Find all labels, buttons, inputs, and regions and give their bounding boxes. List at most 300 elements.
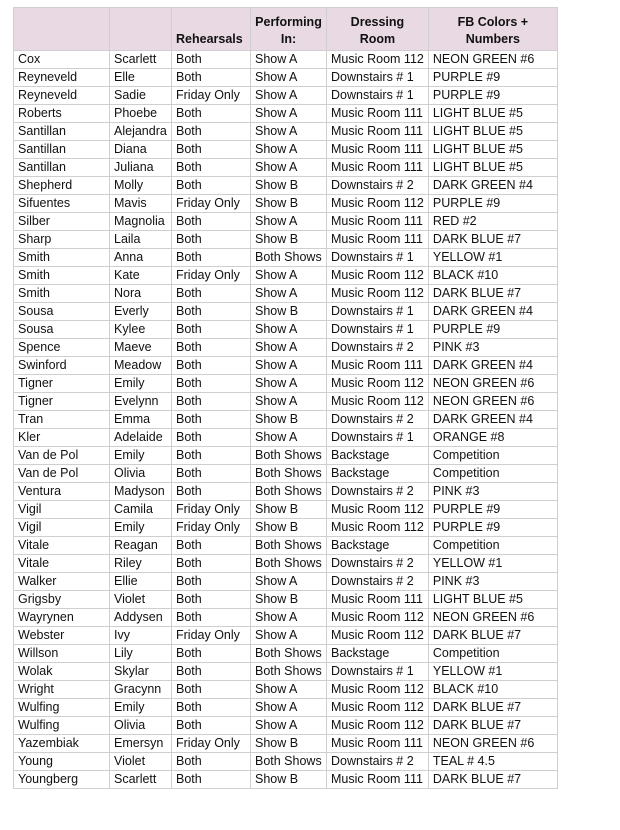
last-name-cell[interactable]: Smith [14,249,110,267]
last-name-cell[interactable]: Sharp [14,231,110,249]
performing-cell[interactable]: Show B [251,771,327,789]
rehearsals-cell[interactable]: Friday Only [172,735,251,753]
dressing-room-cell[interactable]: Music Room 111 [327,159,429,177]
fb-color-cell[interactable]: DARK BLUE #7 [428,627,557,645]
first-name-cell[interactable]: Maeve [110,339,172,357]
last-name-cell[interactable]: Smith [14,267,110,285]
dressing-room-cell[interactable]: Music Room 111 [327,141,429,159]
dressing-room-cell[interactable]: Music Room 112 [327,267,429,285]
fb-color-cell[interactable]: NEON GREEN #6 [428,393,557,411]
performing-cell[interactable]: Show B [251,411,327,429]
header-performing-line2: In: [280,32,297,46]
table-row [14,627,558,645]
performing-cell[interactable]: Both Shows [251,465,327,483]
dressing-room-cell[interactable]: Music Room 111 [327,591,429,609]
last-name-cell[interactable]: Santillan [14,123,110,141]
first-name-cell[interactable]: Emily [110,375,172,393]
dressing-room-cell[interactable]: Downstairs # 2 [327,483,429,501]
last-name-cell[interactable]: Spence [14,339,110,357]
fb-color-cell[interactable]: LIGHT BLUE #5 [428,159,557,177]
roster-table [13,7,558,789]
rehearsals-cell[interactable]: Both [172,123,251,141]
last-name-cell[interactable]: Sifuentes [14,195,110,213]
fb-color-cell[interactable]: DARK GREEN #4 [428,411,557,429]
fb-color-cell[interactable]: LIGHT BLUE #5 [428,141,557,159]
dressing-room-cell[interactable]: Downstairs # 2 [327,753,429,771]
first-name-cell[interactable]: Violet [110,591,172,609]
header-first-name[interactable] [110,8,172,51]
first-name-cell[interactable]: Olivia [110,465,172,483]
rehearsals-cell[interactable]: Both [172,717,251,735]
performing-cell[interactable]: Show A [251,429,327,447]
dressing-room-cell[interactable]: Downstairs # 1 [327,249,429,267]
dressing-room-cell[interactable]: Backstage [327,447,429,465]
last-name-cell[interactable]: Sousa [14,303,110,321]
first-name-cell[interactable]: Violet [110,753,172,771]
table-row [14,123,558,141]
performing-cell[interactable]: Both Shows [251,249,327,267]
fb-color-cell[interactable]: Competition [428,537,557,555]
table-row [14,339,558,357]
table-row [14,645,558,663]
fb-color-cell[interactable]: DARK BLUE #7 [428,285,557,303]
last-name-cell[interactable]: Cox [14,51,110,69]
table-row [14,411,558,429]
last-name-cell[interactable]: Youngberg [14,771,110,789]
performing-cell[interactable]: Show A [251,159,327,177]
dressing-room-cell[interactable]: Music Room 112 [327,393,429,411]
last-name-cell[interactable]: Vitale [14,555,110,573]
rehearsals-cell[interactable]: Both [172,231,251,249]
performing-cell[interactable]: Both Shows [251,663,327,681]
performing-cell[interactable]: Both Shows [251,645,327,663]
rehearsals-cell[interactable]: Both [172,771,251,789]
performing-cell[interactable]: Show A [251,321,327,339]
first-name-cell[interactable]: Kylee [110,321,172,339]
table-row [14,141,558,159]
dressing-room-cell[interactable]: Downstairs # 1 [327,663,429,681]
rehearsals-cell[interactable]: Both [172,141,251,159]
table-row [14,663,558,681]
last-name-cell[interactable]: Wulfing [14,717,110,735]
first-name-cell[interactable]: Emily [110,447,172,465]
dressing-room-cell[interactable]: Downstairs # 1 [327,429,429,447]
table-row [14,321,558,339]
table-row [14,375,558,393]
performing-cell[interactable]: Show B [251,231,327,249]
last-name-cell[interactable]: Vitale [14,537,110,555]
performing-cell[interactable]: Show A [251,681,327,699]
fb-color-cell[interactable]: DARK BLUE #7 [428,699,557,717]
rehearsals-cell[interactable]: Both [172,285,251,303]
header-rehearsals[interactable] [172,8,251,51]
dressing-room-cell[interactable]: Downstairs # 1 [327,303,429,321]
first-name-cell[interactable]: Emily [110,699,172,717]
rehearsals-cell[interactable]: Friday Only [172,501,251,519]
rehearsals-cell[interactable]: Both [172,555,251,573]
last-name-cell[interactable]: Grigsby [14,591,110,609]
dressing-room-cell[interactable]: Backstage [327,537,429,555]
fb-color-cell[interactable]: DARK GREEN #4 [428,177,557,195]
table-row [14,501,558,519]
fb-color-cell[interactable]: ORANGE #8 [428,429,557,447]
table-row [14,159,558,177]
dressing-room-cell[interactable]: Music Room 112 [327,609,429,627]
last-name-cell[interactable]: Silber [14,213,110,231]
table-row [14,357,558,375]
last-name-cell[interactable]: Van de Pol [14,447,110,465]
fb-color-cell[interactable]: PURPLE #9 [428,69,557,87]
first-name-cell[interactable]: Alejandra [110,123,172,141]
dressing-room-cell[interactable]: Music Room 111 [327,213,429,231]
table-row [14,213,558,231]
rehearsals-cell[interactable]: Friday Only [172,87,251,105]
rehearsals-cell[interactable]: Both [172,249,251,267]
fb-color-cell[interactable]: PINK #3 [428,573,557,591]
last-name-cell[interactable]: Wright [14,681,110,699]
rehearsals-cell[interactable]: Both [172,699,251,717]
dressing-room-cell[interactable]: Music Room 112 [327,627,429,645]
table-row [14,465,558,483]
last-name-cell[interactable]: Smith [14,285,110,303]
table-row [14,177,558,195]
first-name-cell[interactable]: Gracynn [110,681,172,699]
performing-cell[interactable]: Show A [251,141,327,159]
table-row [14,51,558,69]
dressing-room-cell[interactable]: Music Room 112 [327,51,429,69]
rehearsals-cell[interactable]: Both [172,663,251,681]
dressing-room-cell[interactable]: Music Room 112 [327,285,429,303]
fb-color-cell[interactable]: DARK GREEN #4 [428,303,557,321]
fb-color-cell[interactable]: DARK GREEN #4 [428,357,557,375]
performing-cell[interactable]: Show B [251,303,327,321]
last-name-cell[interactable]: Wolak [14,663,110,681]
rehearsals-cell[interactable]: Both [172,159,251,177]
header-rehearsals-text: Rehearsals [176,32,243,46]
performing-cell[interactable]: Both Shows [251,753,327,771]
header-last-name[interactable] [14,8,110,51]
fb-color-cell[interactable]: PURPLE #9 [428,321,557,339]
performing-cell[interactable]: Show A [251,105,327,123]
last-name-cell[interactable]: Reyneveld [14,69,110,87]
first-name-cell[interactable]: Scarlett [110,51,172,69]
performing-cell[interactable]: Show A [251,375,327,393]
dressing-room-cell[interactable]: Music Room 111 [327,105,429,123]
last-name-cell[interactable]: Vigil [14,501,110,519]
last-name-cell[interactable]: Yazembiak [14,735,110,753]
first-name-cell[interactable]: Everly [110,303,172,321]
header-fb-colors[interactable] [428,8,557,51]
rehearsals-cell[interactable]: Both [172,375,251,393]
performing-cell[interactable]: Show B [251,195,327,213]
fb-color-cell[interactable]: DARK BLUE #7 [428,771,557,789]
header-dressing-line1: Dressing [350,15,405,29]
dressing-room-cell[interactable]: Downstairs # 1 [327,87,429,105]
rehearsals-cell[interactable]: Both [172,591,251,609]
performing-cell[interactable]: Show A [251,213,327,231]
rehearsals-cell[interactable]: Both [172,537,251,555]
performing-cell[interactable]: Show A [251,573,327,591]
fb-color-cell[interactable]: NEON GREEN #6 [428,735,557,753]
first-name-cell[interactable]: Laila [110,231,172,249]
table-row [14,285,558,303]
rehearsals-cell[interactable]: Friday Only [172,627,251,645]
rehearsals-cell[interactable]: Both [172,753,251,771]
performing-cell[interactable]: Show A [251,339,327,357]
last-name-cell[interactable]: Swinford [14,357,110,375]
performing-cell[interactable]: Both Shows [251,447,327,465]
rehearsals-cell[interactable]: Both [172,645,251,663]
first-name-cell[interactable]: Riley [110,555,172,573]
performing-cell[interactable]: Show A [251,285,327,303]
table-row [14,609,558,627]
rehearsals-cell[interactable]: Both [172,465,251,483]
rehearsals-cell[interactable]: Both [172,69,251,87]
first-name-cell[interactable]: Adelaide [110,429,172,447]
first-name-cell[interactable]: Ivy [110,627,172,645]
last-name-cell[interactable]: Willson [14,645,110,663]
last-name-cell[interactable]: Walker [14,573,110,591]
table-row [14,429,558,447]
fb-color-cell[interactable]: BLACK #10 [428,681,557,699]
fb-color-cell[interactable]: PINK #3 [428,339,557,357]
table-row [14,393,558,411]
fb-color-cell[interactable]: YELLOW #1 [428,249,557,267]
rehearsals-cell[interactable]: Both [172,573,251,591]
first-name-cell[interactable]: Emily [110,519,172,537]
dressing-room-cell[interactable]: Backstage [327,465,429,483]
dressing-room-cell[interactable]: Music Room 111 [327,771,429,789]
first-name-cell[interactable]: Emma [110,411,172,429]
table-row [14,69,558,87]
fb-color-cell[interactable]: LIGHT BLUE #5 [428,591,557,609]
first-name-cell[interactable]: Lily [110,645,172,663]
table-row [14,105,558,123]
rehearsals-cell[interactable]: Both [172,681,251,699]
last-name-cell[interactable]: Santillan [14,159,110,177]
rehearsals-cell[interactable]: Friday Only [172,195,251,213]
rehearsals-cell[interactable]: Both [172,447,251,465]
table-row [14,303,558,321]
last-name-cell[interactable]: Ventura [14,483,110,501]
rehearsals-cell[interactable]: Both [172,303,251,321]
rehearsals-cell[interactable]: Both [172,105,251,123]
header-performing-in[interactable] [251,8,327,51]
table-row [14,267,558,285]
first-name-cell[interactable]: Emersyn [110,735,172,753]
rehearsals-cell[interactable]: Both [172,177,251,195]
table-row [14,519,558,537]
table-row [14,483,558,501]
roster-body [14,51,558,789]
fb-color-cell[interactable]: DARK BLUE #7 [428,231,557,249]
performing-cell[interactable]: Both Shows [251,537,327,555]
dressing-room-cell[interactable]: Music Room 112 [327,375,429,393]
dressing-room-cell[interactable]: Downstairs # 2 [327,573,429,591]
table-row [14,447,558,465]
dressing-room-cell[interactable]: Music Room 111 [327,735,429,753]
first-name-cell[interactable]: Diana [110,141,172,159]
performing-cell[interactable]: Show A [251,51,327,69]
fb-color-cell[interactable]: DARK BLUE #7 [428,717,557,735]
header-fb-line1: FB Colors + [457,15,529,29]
last-name-cell[interactable]: Sousa [14,321,110,339]
dressing-room-cell[interactable]: Music Room 112 [327,681,429,699]
dressing-room-cell[interactable]: Downstairs # 2 [327,177,429,195]
dressing-room-cell[interactable]: Music Room 111 [327,123,429,141]
table-row [14,681,558,699]
table-row [14,249,558,267]
fb-color-cell[interactable]: TEAL # 4.5 [428,753,557,771]
table-row [14,771,558,789]
first-name-cell[interactable]: Molly [110,177,172,195]
first-name-cell[interactable]: Meadow [110,357,172,375]
header-fb-line2: Numbers [465,32,520,46]
rehearsals-cell[interactable]: Both [172,411,251,429]
fb-color-cell[interactable]: PINK #3 [428,483,557,501]
performing-cell[interactable]: Show B [251,735,327,753]
rehearsals-cell[interactable]: Both [172,393,251,411]
fb-color-cell[interactable]: PURPLE #9 [428,87,557,105]
header-dressing-room[interactable] [327,8,429,51]
table-row [14,753,558,771]
header-row [14,8,558,51]
dressing-room-cell[interactable]: Downstairs # 2 [327,411,429,429]
dressing-room-cell[interactable]: Music Room 112 [327,519,429,537]
performing-cell[interactable]: Show B [251,591,327,609]
table-row [14,591,558,609]
table-row [14,573,558,591]
first-name-cell[interactable]: Evelynn [110,393,172,411]
fb-color-cell[interactable]: NEON GREEN #6 [428,375,557,393]
first-name-cell[interactable]: Madyson [110,483,172,501]
dressing-room-cell[interactable]: Backstage [327,645,429,663]
fb-color-cell[interactable]: YELLOW #1 [428,663,557,681]
last-name-cell[interactable]: Tigner [14,393,110,411]
performing-cell[interactable]: Show A [251,717,327,735]
dressing-room-cell[interactable]: Downstairs # 1 [327,69,429,87]
dressing-room-cell[interactable]: Music Room 111 [327,357,429,375]
dressing-room-cell[interactable]: Downstairs # 2 [327,339,429,357]
first-name-cell[interactable]: Sadie [110,87,172,105]
rehearsals-cell[interactable]: Both [172,357,251,375]
first-name-cell[interactable]: Reagan [110,537,172,555]
rehearsals-cell[interactable]: Both [172,339,251,357]
performing-cell[interactable]: Show A [251,699,327,717]
fb-color-cell[interactable]: Competition [428,645,557,663]
first-name-cell[interactable]: Ellie [110,573,172,591]
table-row [14,231,558,249]
rehearsals-cell[interactable]: Friday Only [172,267,251,285]
performing-cell[interactable]: Show A [251,267,327,285]
fb-color-cell[interactable]: Competition [428,447,557,465]
fb-color-cell[interactable]: Competition [428,465,557,483]
rehearsals-cell[interactable]: Friday Only [172,519,251,537]
table-row [14,555,558,573]
performing-cell[interactable]: Both Shows [251,483,327,501]
last-name-cell[interactable]: Wulfing [14,699,110,717]
first-name-cell[interactable]: Nora [110,285,172,303]
performing-cell[interactable]: Show A [251,87,327,105]
first-name-cell[interactable]: Elle [110,69,172,87]
rehearsals-cell[interactable]: Both [172,213,251,231]
dressing-room-cell[interactable]: Downstairs # 2 [327,555,429,573]
last-name-cell[interactable]: Wayrynen [14,609,110,627]
first-name-cell[interactable]: Anna [110,249,172,267]
rehearsals-cell[interactable]: Both [172,51,251,69]
performing-cell[interactable]: Show A [251,123,327,141]
fb-color-cell[interactable]: BLACK #10 [428,267,557,285]
fb-color-cell[interactable]: LIGHT BLUE #5 [428,105,557,123]
fb-color-cell[interactable]: PURPLE #9 [428,519,557,537]
dressing-room-cell[interactable]: Music Room 112 [327,501,429,519]
last-name-cell[interactable]: Reyneveld [14,87,110,105]
performing-cell[interactable]: Show A [251,357,327,375]
table-row [14,537,558,555]
fb-color-cell[interactable]: LIGHT BLUE #5 [428,123,557,141]
performing-cell[interactable]: Both Shows [251,555,327,573]
table-row [14,87,558,105]
rehearsals-cell[interactable]: Both [172,429,251,447]
performing-cell[interactable]: Show A [251,393,327,411]
dressing-room-cell[interactable]: Music Room 112 [327,699,429,717]
performing-cell[interactable]: Show B [251,501,327,519]
last-name-cell[interactable]: Shepherd [14,177,110,195]
performing-cell[interactable]: Show A [251,69,327,87]
dressing-room-cell[interactable]: Music Room 111 [327,231,429,249]
fb-color-cell[interactable]: PURPLE #9 [428,195,557,213]
first-name-cell[interactable]: Kate [110,267,172,285]
last-name-cell[interactable]: Vigil [14,519,110,537]
last-name-cell[interactable]: Roberts [14,105,110,123]
performing-cell[interactable]: Show B [251,519,327,537]
first-name-cell[interactable]: Mavis [110,195,172,213]
last-name-cell[interactable]: Van de Pol [14,465,110,483]
first-name-cell[interactable]: Skylar [110,663,172,681]
fb-color-cell[interactable]: NEON GREEN #6 [428,609,557,627]
last-name-cell[interactable]: Santillan [14,141,110,159]
first-name-cell[interactable]: Olivia [110,717,172,735]
fb-color-cell[interactable]: YELLOW #1 [428,555,557,573]
rehearsals-cell[interactable]: Both [172,321,251,339]
first-name-cell[interactable]: Camila [110,501,172,519]
last-name-cell[interactable]: Tran [14,411,110,429]
fb-color-cell[interactable]: NEON GREEN #6 [428,51,557,69]
header-dressing-line2: Room [359,32,396,46]
performing-cell[interactable]: Show A [251,627,327,645]
dressing-room-cell[interactable]: Downstairs # 1 [327,321,429,339]
dressing-room-cell[interactable]: Music Room 112 [327,717,429,735]
last-name-cell[interactable]: Kler [14,429,110,447]
table-row [14,717,558,735]
performing-cell[interactable]: Show B [251,177,327,195]
last-name-cell[interactable]: Young [14,753,110,771]
fb-color-cell[interactable]: PURPLE #9 [428,501,557,519]
fb-color-cell[interactable]: RED #2 [428,213,557,231]
first-name-cell[interactable]: Addysen [110,609,172,627]
first-name-cell[interactable]: Juliana [110,159,172,177]
rehearsals-cell[interactable]: Both [172,609,251,627]
last-name-cell[interactable]: Tigner [14,375,110,393]
table-row [14,735,558,753]
performing-cell[interactable]: Show A [251,609,327,627]
dressing-room-cell[interactable]: Music Room 112 [327,195,429,213]
first-name-cell[interactable]: Magnolia [110,213,172,231]
first-name-cell[interactable]: Phoebe [110,105,172,123]
rehearsals-cell[interactable]: Both [172,483,251,501]
last-name-cell[interactable]: Webster [14,627,110,645]
first-name-cell[interactable]: Scarlett [110,771,172,789]
